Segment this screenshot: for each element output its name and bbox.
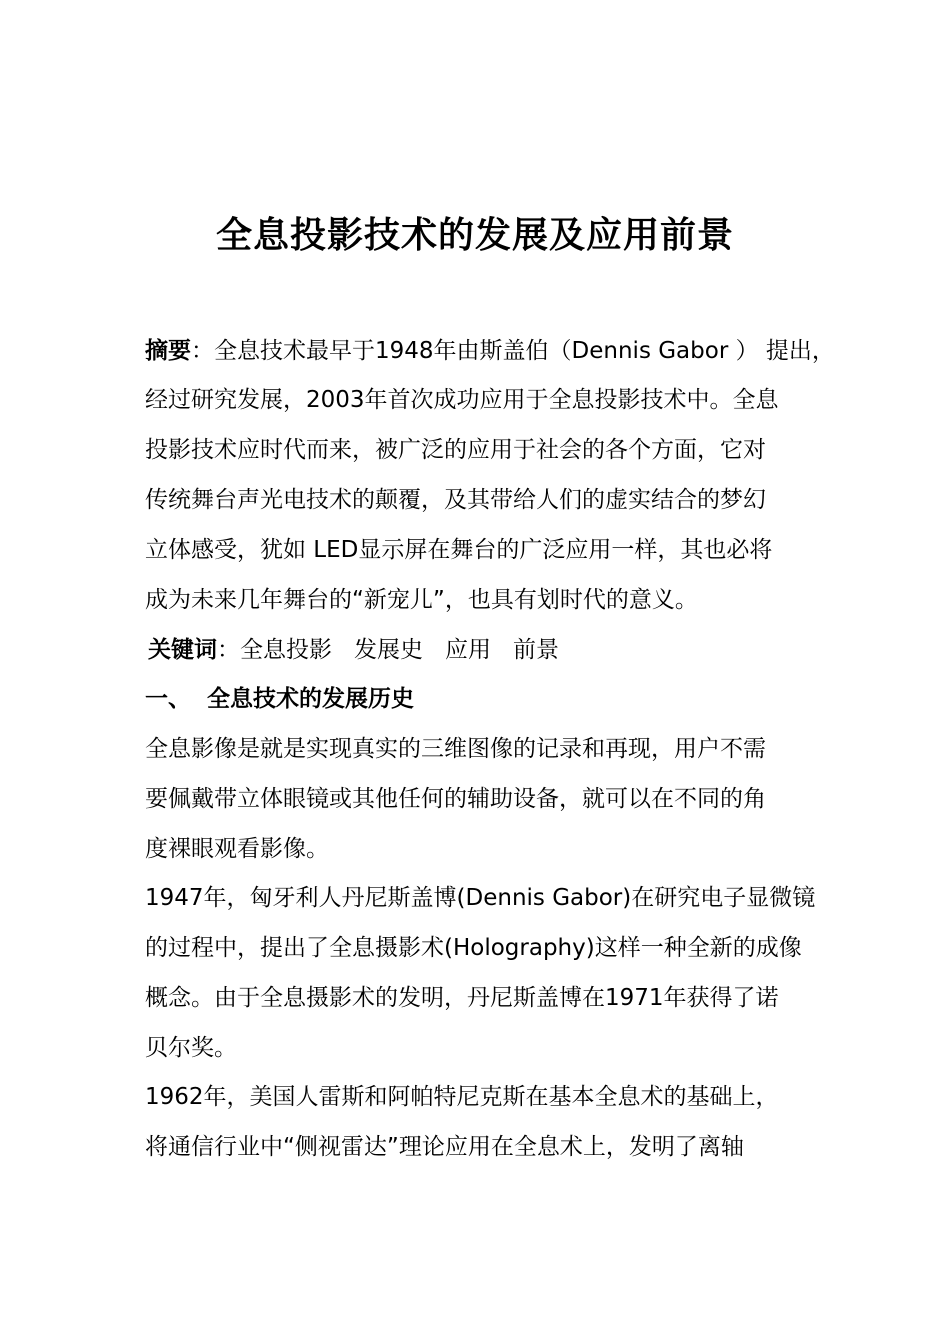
paragraph-line: 贝尔奖。	[145, 1035, 237, 1061]
section-number: 一、	[145, 686, 191, 712]
paragraph-line: 要佩戴带立体眼镜或其他任何的辅助设备，就可以在不同的角	[145, 786, 766, 812]
abstract-line-3: 投影技术应时代而来，被广泛的应用于社会的各个方面，它对	[145, 437, 766, 463]
abstract-line-6: 成为未来几年舞台的“新宠儿”，也具有划时代的意义。	[145, 587, 698, 613]
paragraph-line: 全息影像是就是实现真实的三维图像的记录和再现，用户不需	[145, 736, 766, 762]
paragraph-line: 将通信行业中“侧视雷达”理论应用在全息术上，发明了离轴	[145, 1134, 744, 1160]
keyword-item: 发展史	[354, 637, 423, 663]
section-title: 全息技术的发展历史	[207, 686, 414, 712]
paragraph-line: 概念。由于全息摄影术的发明，丹尼斯盖博在1971年获得了诺	[145, 985, 779, 1011]
abstract-line-2: 经过研究发展，2003年首次成功应用于全息投影技术中。全息	[145, 387, 779, 413]
keyword-item: 应用	[445, 637, 491, 663]
paragraph-line: 的过程中，提出了全息摄影术(Holography)这样一种全新的成像	[145, 935, 802, 961]
keywords-line	[148, 635, 559, 665]
keywords-colon: ：	[217, 637, 240, 663]
keyword-item: 前景	[513, 637, 559, 663]
abstract-line-1	[145, 336, 835, 366]
abstract-line-4: 传统舞台声光电技术的颠覆，及其带给人们的虚实结合的梦幻	[145, 487, 766, 513]
document-title: 全息投影技术的发展及应用前景	[215, 215, 734, 256]
paragraph-line: 1947年，匈牙利人丹尼斯盖博(Dennis Gabor)在研究电子显微镜	[145, 885, 816, 911]
section-heading	[145, 684, 414, 714]
abstract-label: 摘要	[145, 338, 191, 364]
abstract-text-1: 全息技术最早于1948年由斯盖伯（Dennis Gabor ） 提出，	[214, 338, 835, 364]
keywords-label: 关键词	[148, 637, 217, 663]
abstract-line-5: 立体感受，犹如 LED显示屏在舞台的广泛应用一样，其也必将	[145, 537, 773, 563]
abstract-colon: ：	[191, 338, 214, 364]
paragraph-line: 1962年，美国人雷斯和阿帕特尼克斯在基本全息术的基础上，	[145, 1084, 779, 1110]
keyword-item: 全息投影	[240, 637, 332, 663]
paragraph-line: 度裸眼观看影像。	[145, 836, 329, 862]
